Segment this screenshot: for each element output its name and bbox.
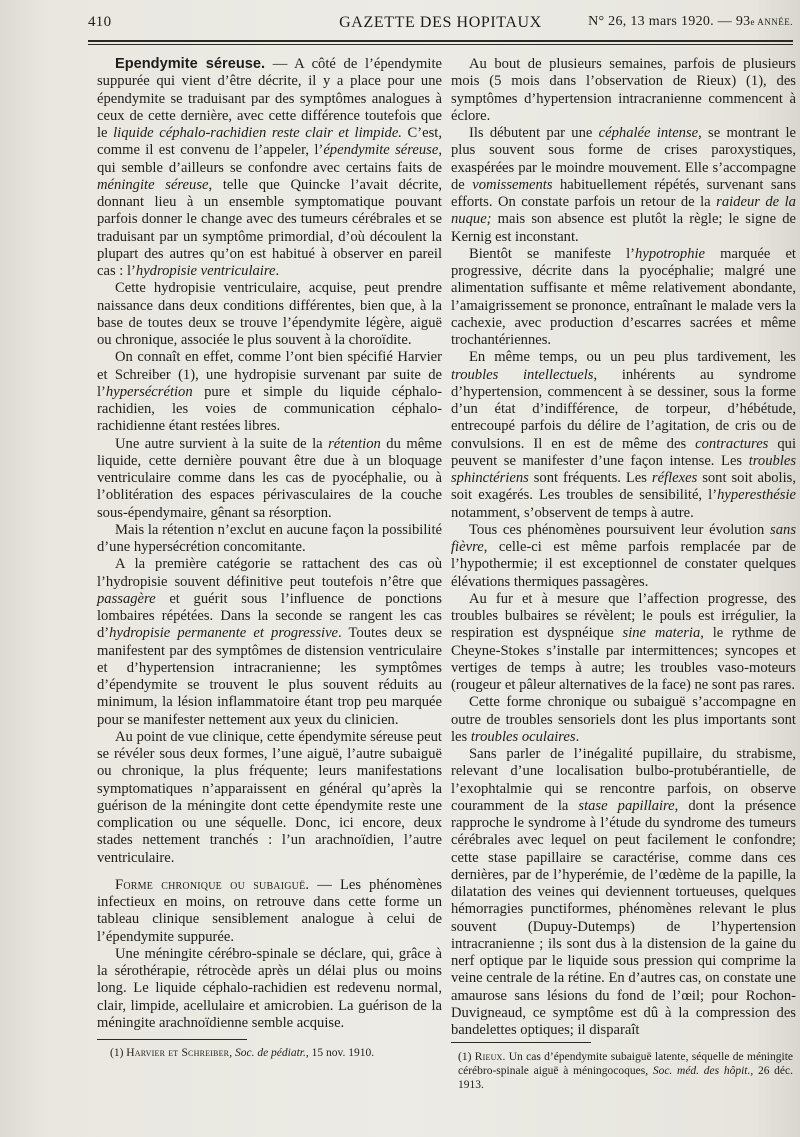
text: mais son absence est plutôt la règle; le signe de Kernig est inconstant. (451, 211, 796, 245)
italic-text: épendymite séreuse (323, 142, 439, 159)
italic-text: hypersécrétion (105, 383, 193, 400)
text: — A côté de l’épendymite suppurée qui vient d’être décrite, il y a place pour une épendymite se traduisant par des symptômes analogues à ceux de cette dernière, avec cette différence toutefois que le (97, 56, 442, 141)
italic-text: hyperesthésie (717, 487, 796, 504)
text: , dont la présence rapproche le syndrome à l’étude du syndrome des tumeurs cérébrales avec lequel on peut facilement le confondre; cette stase papillaire se caractérise, comme dans ces dernières, par de l’hyperémie, de l’œdème de la papille, la dilatation des veines qui deviennent tortueuses, quelques hémorragies punctiformes, phénomènes relevant le plus souvent (Dupuy-Dutemps) de l’hypertension intracranienne ; ils sont dus à la distension de la gaine du nerf optique par le liquide sous pression qui comprime la veine centrale de la rétine. En d’autres cas, on constate une amaurose sans lésions du fond de l’œil; pour Rochon-Duvigneaud, ce symptôme est dû à la compression des bandelettes optiques; il disparaît (451, 797, 796, 1038)
paragraph (451, 125, 796, 246)
footnote-rule (451, 1042, 591, 1043)
footnote (110, 1046, 445, 1060)
text: du même liquide, cette dernière pouvant être due à un bloquage ventriculaire comme dans les cas de pyocéphalie, ou à l’oblitération des espaces périvasculaires de la couche sous-épendymaire, gênant sa résorption. (97, 435, 442, 521)
italic-text: stase papillaire (578, 797, 675, 814)
text: marquée et progressive, décrite dans la pyocéphalie; malgré une alimentation suffisante et même relativement abondante, l’amaigrissement se prononce, entraînant le malade vers la cachexie, avec production d’escarres sacrées et même trochantériennes. (451, 245, 796, 348)
italic-text: Soc. méd. des hôpit. (652, 1065, 751, 1077)
paragraph: Mais la rétention n’exclut en aucune façon la possibilité d’une hypersécrétion concomitante. (97, 521, 442, 555)
text: , 15 nov. 1910. (305, 1047, 375, 1059)
paragraph (97, 556, 442, 729)
italic-text: hypotrophie (635, 245, 706, 262)
text: Une autre survient à la suite de la (115, 435, 329, 452)
italic-text: hydropisie ventriculaire (135, 263, 276, 279)
italic-text: vomissements (472, 176, 553, 193)
footnote-rule (97, 1039, 247, 1040)
italic-text: liquide céphalo-rachidien reste clair et limpide. (113, 125, 402, 141)
italic-text: rétention (328, 435, 381, 452)
text: , le rythme de Cheyne-Stokes s’installe par intermittences; syncopes et vertiges de temps à autre; les troubles vaso-moteurs (rougeur et pâleur alternatives de la face) ne sont pas rares. (451, 625, 796, 693)
section-heading: Forme chronique ou subaiguë. (115, 876, 310, 893)
paragraph (451, 694, 796, 746)
text: , qui semble d’ailleurs se confondre avec certains faits de (97, 142, 442, 176)
text: . Un cas d’épendymite subaiguë latente, séquelle de méningite cérébro-spinale aiguë à méningocoques, (458, 1051, 793, 1077)
issue-date: N° 26, 13 mars 1920. — 93 (588, 14, 751, 29)
italic-text: sine materia (622, 625, 701, 642)
italic-text: troubles oculaires (470, 728, 576, 745)
text: , telle que Quincke l’avait décrite, donnant lieu à un ensemble symptomatique pouvant parfois donner le change avec des tumeurs cérébrales et se traduisant par un symptôme primordial, d’où découlent la plupart des autres qu’on est habitué à observer en pareil cas : l’ (97, 176, 442, 279)
italic-text: céphalée intense (598, 125, 699, 141)
text: , se montrant le plus souvent sous forme de crises paroxystiques, exaspérées par le moindre mouvement. Elle s’accompagne de (451, 125, 796, 193)
text: sont fréquents. Les (528, 470, 652, 486)
text: , celle-ci est même parfois remplacée par de l’hypothermie; il est exceptionnel de constater quelques élévations thermiques passagères. (451, 539, 796, 590)
page-header (88, 14, 793, 36)
section-heading: Ependymite séreuse. (115, 56, 266, 72)
paragraph (451, 349, 796, 522)
text: En même temps, ou un peu plus tardivement, les (469, 349, 796, 366)
text: (1) (110, 1047, 127, 1059)
paragraph: Au point de vue clinique, cette épendymite séreuse peut se révéler sous deux formes, l’une aiguë, l’autre subaiguë ou chronique, la plus fréquente; leurs manifestations symptomatiques n’apparaissent en général qu’après la guérison de la méningite dont cette épendymite reste une complication ou une séquelle. Donc, ici encore, deux stades nettement tranchés : l’un arachnoïdien, l’autre ventriculaire. (97, 728, 442, 866)
issue-info (588, 14, 793, 30)
paragraph: Au bout de plusieurs semaines, parfois de plusieurs mois (5 mois dans l’observation de Rieux) (1), des symptômes d’hypertension intracranienne commencent à éclore. (451, 56, 796, 124)
text: Cette forme chronique ou subaiguë s’accompagne en outre de troubles sensoriels dont les plus importants sont les (451, 694, 796, 745)
italic-text: contractures (695, 435, 769, 452)
text: pure et simple du liquide céphalo-rachidien, les voies de communication céphalo-rachidienne étant restées libres. (97, 383, 442, 435)
header-rule (88, 40, 793, 42)
paragraph (451, 522, 796, 591)
paragraph (451, 246, 796, 350)
paragraph (97, 56, 442, 280)
paragraph (97, 349, 442, 435)
paragraph (451, 746, 796, 1039)
italic-text: hydropisie permanente et progressive (109, 625, 339, 642)
text: (1) (458, 1051, 475, 1063)
paragraph (97, 436, 442, 522)
paragraph: Une méningite cérébro-spinale se déclare, qui, grâce à la sérothérapie, rétrocède après un délai plus ou moins long. Le liquide céphalo-rachidien est redevenu normal, clair, limpide, acellulaire et amicrobien. La guérison de la méningite arachnoïdienne semble acquise. (97, 945, 442, 1031)
author-names: Rieux (474, 1051, 503, 1063)
page-number: 410 (88, 14, 112, 30)
text: Bientôt se manifeste l’ (469, 245, 636, 262)
header-rule-thin (88, 44, 793, 45)
issue-year-suffix: e ANNÉE. (750, 17, 793, 27)
author-names: Harvier et Schreiber (126, 1047, 230, 1059)
right-column (451, 56, 796, 1039)
paragraph: Cette hydropisie ventriculaire, acquise, peut prendre naissance dans deux conditions différentes, bien que, à la base de toutes deux se trouve l’épendymite légère, aiguë ou chronique, associée le plus souvent à la choroïdite. (97, 280, 442, 348)
text: sont soit abolis, soit exagérés. Les troubles de sensibilité, l’ (451, 470, 796, 504)
text: Ils débutent par une (469, 125, 599, 141)
italic-text: troubles sphinctériens (451, 452, 796, 486)
text: C’est, comme il est convenu de l’appeler, l’ (97, 125, 442, 159)
text: On connaît en effet, comme l’ont bien spécifié Harvier et Schreiber (1), une hydropisie survenant par suite de l’ (97, 349, 442, 400)
italic-text: passagère (97, 590, 156, 607)
left-column (97, 56, 442, 1032)
text: qui peuvent se manifester d’une façon intense. Les (451, 435, 797, 469)
paragraph (97, 877, 442, 946)
text: A la première catégorie se rattachent des cas où l’hydropisie souvent définitive peut toutefois n’être que (97, 556, 442, 590)
text: . (275, 263, 280, 279)
text: . (575, 728, 580, 745)
text: notamment, s’observent de temps à autre. (451, 504, 694, 521)
italic-text: Soc. de pédiatr. (234, 1047, 306, 1059)
text: , inhérents au syndrome d’hypertension, commencent à se dessiner, sous la forme d’un état d’indifférence, de torpeur, d’hébétude, entrecoupé parfois du délire de l’agitation, de cris ou de convulsions. Il en est de même des (451, 366, 796, 452)
text: habituellement répétés, survenant sans efforts. On constate parfois un retour de la (451, 176, 796, 210)
text: Tous ces phénomènes poursuivent leur évolution (469, 521, 771, 538)
text: Sans parler de l’inégalité pupillaire, du strabisme, relevant d’une localisation bulbo-protubérantielle, de l’exophtalmie qui se rencontre parfois, on observe couramment de la (451, 746, 796, 814)
journal-title: GAZETTE DES HOPITAUX (339, 14, 542, 31)
italic-text: méningite séreuse (97, 176, 209, 193)
italic-text: réflexes (651, 470, 698, 486)
text: , 26 déc. 1913. (458, 1065, 794, 1091)
text: Au fur et à mesure que l’affection progresse, des troubles bulbaires se révèlent; le pouls est irrégulier, la respiration est dyspnéique (451, 590, 796, 642)
italic-text: raideur de la nuque; (451, 194, 796, 228)
text: , (229, 1047, 235, 1059)
italic-text: troubles intellectuels (451, 366, 594, 383)
paragraph (451, 591, 796, 695)
text: et guérit sous l’influence de ponctions lombaires répétées. Dans la seconde se rangent les cas d’ (97, 590, 442, 642)
text: . Toutes deux se manifestent par des symptômes de distension ventriculaire et d’hypertension intracranienne; les symptômes d’épendymite se trouvent le plus souvent réduits au minimum, la lésion inflammatoire étant trop peu marquée pour se manifester nettement aux yeux du clinicien. (97, 625, 442, 728)
text: — Les phénomènes infectieux en moins, on retrouve dans cette forme un tableau clinique sensiblement analogue à celui de l’épendymite suppurée. (97, 876, 442, 945)
italic-text: sans fièvre (451, 521, 796, 555)
footnote (458, 1050, 793, 1092)
